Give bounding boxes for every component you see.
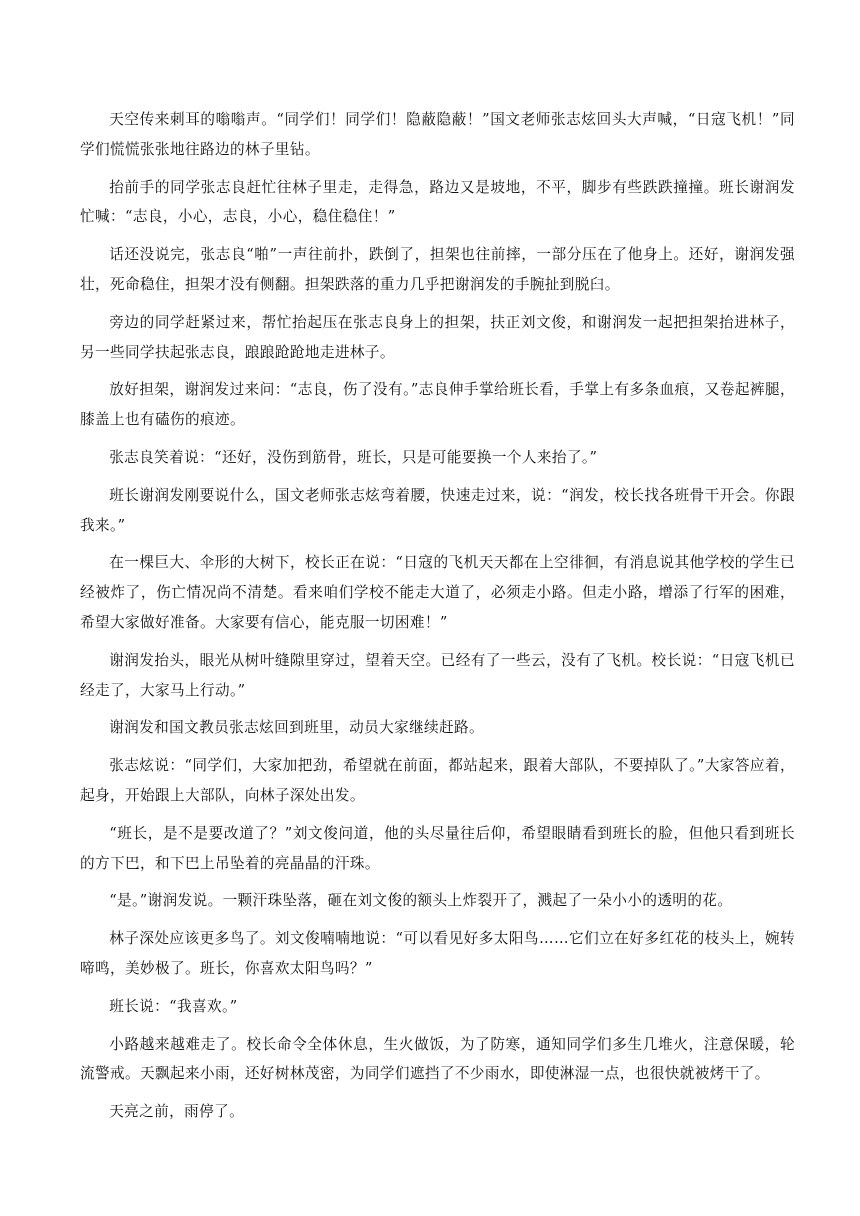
paragraph: 张志良笑着说：“还好，没伤到筋骨，班长，只是可能要换一个人来抬了。” [109, 448, 598, 466]
paragraph: 在一棵巨大、伞形的大树下，校长正在说：“日寇的飞机天天都在上空徘徊，有消息说其他学校的学生已经被炸了，伤亡情况尚不清楚。看来咱们学校不能走大道了，必须走小路。但走小路，增添了行军的困难，希望大家做好准备。大家要有信心，能克服一切困难！” [80, 554, 795, 631]
paragraph: 小路越来越难走了。校长命令全体休息，生火做饭，为了防寒，通知同学们多生几堆火，注意保暖，轮流警戒。天飘起来小雨，还好树林茂密，为同学们遮挡了不少雨水，即使淋湿一点，也很快就被烤干了。 [80, 1035, 795, 1083]
paragraph: 班长谢润发刚要说什么，国文老师张志炫弯着腰，快速走过来，说：“润发，校长找各班骨干开会。你跟我来。” [80, 486, 795, 534]
document-body [80, 105, 795, 1135]
paragraph: 谢润发和国文教员张志炫回到班里，动员大家继续赶路。 [109, 719, 485, 737]
paragraph: 谢润发抬头，眼光从树叶缝隙里穿过，望着天空。已经有了一些云，没有了飞机。校长说：“日寇飞机已经走了，大家马上行动。” [80, 651, 795, 699]
paragraph: 林子深处应该更多鸟了。刘文俊喃喃地说：“可以看见好多太阳鸟……它们立在好多红花的枝头上，婉转啼鸣，美妙极了。班长，你喜欢太阳鸟吗？” [80, 930, 795, 977]
paragraph: 话还没说完，张志良“啪”一声往前扑，跌倒了，担架也往前摔，一部分压在了他身上。还好，谢润发强壮，死命稳住，担架才没有侧翻。担架跌落的重力几乎把谢润发的手腕扯到脱臼。 [80, 246, 795, 293]
paragraph: 旁边的同学赶紧过来，帮忙抬起压在张志良身上的担架，扶正刘文俊，和谢润发一起把担架抬进林子，另一些同学扶起张志良，踉踉跄跄地走进林子。 [80, 313, 795, 361]
paragraph: “班长，是不是要改道了？”刘文俊问道，他的头尽量往后仰，希望眼睛看到班长的脸，但他只看到班长的方下巴，和下巴上吊坠着的亮晶晶的汗珠。 [80, 824, 795, 872]
paragraph: 抬前手的同学张志良赶忙往林子里走，走得急，路边又是坡地，不平，脚步有些跌跌撞撞。班长谢润发忙喊：“志良，小心，志良，小心，稳住稳住！” [80, 178, 795, 226]
paragraph: 班长说：“我喜欢。” [109, 997, 238, 1015]
paragraph: “是。”谢润发说。一颗汗珠坠落，砸在刘文俊的额头上炸裂开了，溅起了一朵小小的透明的花。 [109, 892, 733, 910]
paragraph: 天亮之前，雨停了。 [109, 1103, 245, 1121]
paragraph: 张志炫说：“同学们，大家加把劲，希望就在前面，都站起来，跟着大部队，不要掉队了。”大家答应着，起身，开始跟上大部队，向林子深处出发。 [80, 757, 795, 804]
paragraph: 天空传来刺耳的嗡嗡声。“同学们！同学们！隐蔽隐蔽！”国文老师张志炫回头大声喊，“日寇飞机！”同学们慌慌张张地往路边的林子里钻。 [80, 111, 795, 158]
paragraph: 放好担架，谢润发过来问：“志良，伤了没有。”志良伸手掌给班长看，手掌上有多条血痕，又卷起裤腿，膝盖上也有磕伤的痕迹。 [80, 381, 795, 429]
